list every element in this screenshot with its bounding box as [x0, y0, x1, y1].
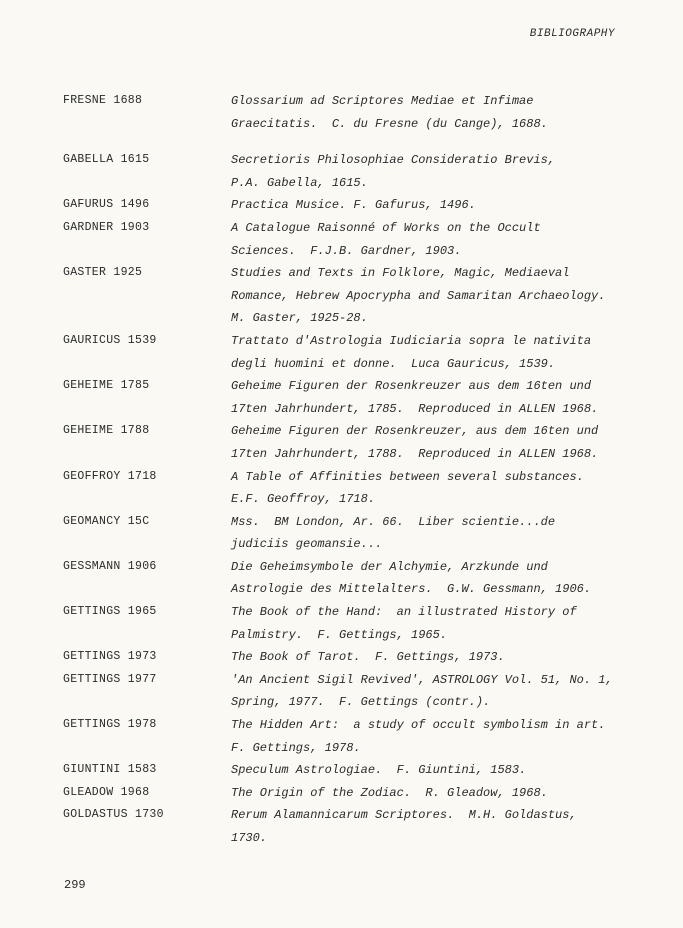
bibliography-entry	[63, 90, 643, 135]
entry-citation	[231, 804, 643, 849]
bibliography-entry	[63, 194, 643, 217]
citation-line: Rerum Alamannicarum Scriptores. M.H. Goldastus,	[231, 808, 577, 823]
citation-line: Glossarium ad Scriptores Mediae et Infimae	[231, 94, 534, 108]
entry-key: GESSMANN 1906	[63, 559, 157, 573]
entry-key: GLEADOW 1968	[63, 785, 150, 799]
entry-citation	[231, 262, 643, 330]
entry-key: GETTINGS 1977	[63, 672, 157, 686]
citation-line: The Book of Tarot. F. Gettings, 1973.	[231, 650, 505, 665]
entry-citation	[231, 420, 643, 465]
citation-line: Graecitatis. C. du Fresne (du Cange), 1688.	[231, 116, 548, 131]
citation-line: judiciis geomansie...	[231, 537, 383, 552]
entry-key: GEOFFROY 1718	[63, 469, 157, 483]
bibliography-entry	[63, 149, 643, 194]
citation-line: Secretioris Philosophiae Consideratio Brevis,	[231, 153, 556, 168]
entry-key: GETTINGS 1973	[63, 650, 157, 664]
entry-key: GASTER 1925	[63, 266, 143, 280]
bibliography-entry	[63, 759, 643, 782]
entry-citation	[231, 669, 643, 714]
entry-key: GEOMANCY 15C	[63, 514, 150, 528]
entry-key: GAFURUS 1496	[63, 198, 150, 212]
citation-line: 'An Ancient Sigil Revived', ASTROLOGY Vol. 51, No. 1,	[231, 672, 613, 687]
entry-citation	[231, 646, 643, 669]
entry-citation	[231, 601, 643, 646]
citation-line: Studies and Texts in Folklore, Magic, Mediaeval	[231, 266, 570, 281]
entry-citation	[231, 511, 643, 556]
entry-citation	[231, 90, 643, 135]
citation-line: Spring, 1977. F. Gettings (contr.).	[231, 695, 491, 710]
citation-line: 17ten Jahrhundert, 1788. Reproduced in ALLEN 1968.	[231, 446, 599, 461]
citation-line: Practica Musice. F. Gafurus, 1496.	[231, 198, 476, 213]
entry-key: GABELLA 1615	[63, 153, 150, 167]
entry-citation	[231, 217, 643, 262]
bibliography-entry	[63, 466, 643, 511]
bibliography-entry	[63, 511, 643, 556]
citation-line: P.A. Gabella, 1615.	[231, 175, 368, 190]
citation-line: degli huomini et donne. Luca Gauricus, 1539.	[231, 356, 556, 371]
entry-citation	[231, 759, 643, 782]
entry-citation	[231, 194, 643, 217]
entry-key: GOLDASTUS 1730	[63, 808, 164, 822]
entry-key: GEHEIME 1788	[63, 424, 150, 438]
bibliography-entry	[63, 601, 643, 646]
citation-line: A Table of Affinities between several substances.	[231, 469, 584, 484]
entry-citation	[231, 556, 643, 601]
citation-line: Romance, Hebrew Apocrypha and Samaritan Archaeology.	[231, 288, 606, 303]
entry-key: FRESNE 1688	[63, 94, 143, 107]
entry-key: GETTINGS 1978	[63, 718, 157, 732]
citation-line: Mss. BM London, Ar. 66. Liber scientie...de	[231, 514, 556, 529]
citation-line: M. Gaster, 1925-28.	[231, 311, 368, 326]
citation-line: Trattato d'Astrologia Iudiciaria sopra le nativita	[231, 333, 592, 348]
entry-key: GIUNTINI 1583	[63, 763, 157, 777]
entry-citation	[231, 782, 643, 805]
bibliography-entry	[63, 804, 643, 849]
citation-line: Geheime Figuren der Rosenkreuzer, aus dem 16ten und	[231, 424, 599, 439]
bibliography-entry	[63, 375, 643, 420]
entry-key: GEHEIME 1785	[63, 379, 150, 393]
entry-citation	[231, 330, 643, 375]
entry-key: GAURICUS 1539	[63, 333, 157, 347]
bibliography-entry	[63, 782, 643, 805]
citation-line: 1730.	[231, 831, 268, 845]
citation-line: 17ten Jahrhundert, 1785. Reproduced in ALLEN 1968.	[231, 401, 599, 416]
bibliography-entry	[63, 262, 643, 330]
citation-line: Palmistry. F. Gettings, 1965.	[231, 627, 448, 642]
bibliography-entry	[63, 714, 643, 759]
entry-citation	[231, 466, 643, 511]
entry-key: GARDNER 1903	[63, 220, 150, 234]
page-number: 299	[64, 878, 86, 892]
citation-line: The Book of the Hand: an illustrated History of	[231, 605, 577, 620]
citation-line: Astrologie des Mittelalters. G.W. Gessmann, 1906.	[231, 582, 592, 597]
bibliography-entry	[63, 669, 643, 714]
entry-citation	[231, 375, 643, 420]
bibliography-entry	[63, 217, 643, 262]
entry-citation	[231, 714, 643, 759]
citation-line: E.F. Geoffroy, 1718.	[231, 492, 376, 507]
bibliography-entry	[63, 556, 643, 601]
citation-line: The Hidden Art: a study of occult symbolism in art.	[231, 718, 606, 733]
citation-line: Geheime Figuren der Rosenkreuzer aus dem 16ten und	[231, 379, 592, 394]
bibliography-entry	[63, 330, 643, 375]
citation-line: F. Gettings, 1978.	[231, 740, 361, 755]
citation-line: A Catalogue Raisonné of Works on the Occult	[231, 220, 541, 235]
citation-line: Sciences. F.J.B. Gardner, 1903.	[231, 243, 462, 258]
bibliography-entry	[63, 646, 643, 669]
entry-key: GETTINGS 1965	[63, 605, 157, 619]
bibliography-list	[63, 90, 643, 850]
citation-line: Speculum Astrologiae. F. Giuntini, 1583.	[231, 763, 527, 778]
citation-line: The Origin of the Zodiac. R. Gleadow, 1968.	[231, 785, 548, 800]
citation-line: Die Geheimsymbole der Alchymie, Arzkunde und	[231, 559, 548, 574]
bibliography-entry	[63, 420, 643, 465]
entry-citation	[231, 149, 643, 194]
running-head: BIBLIOGRAPHY	[529, 28, 615, 40]
